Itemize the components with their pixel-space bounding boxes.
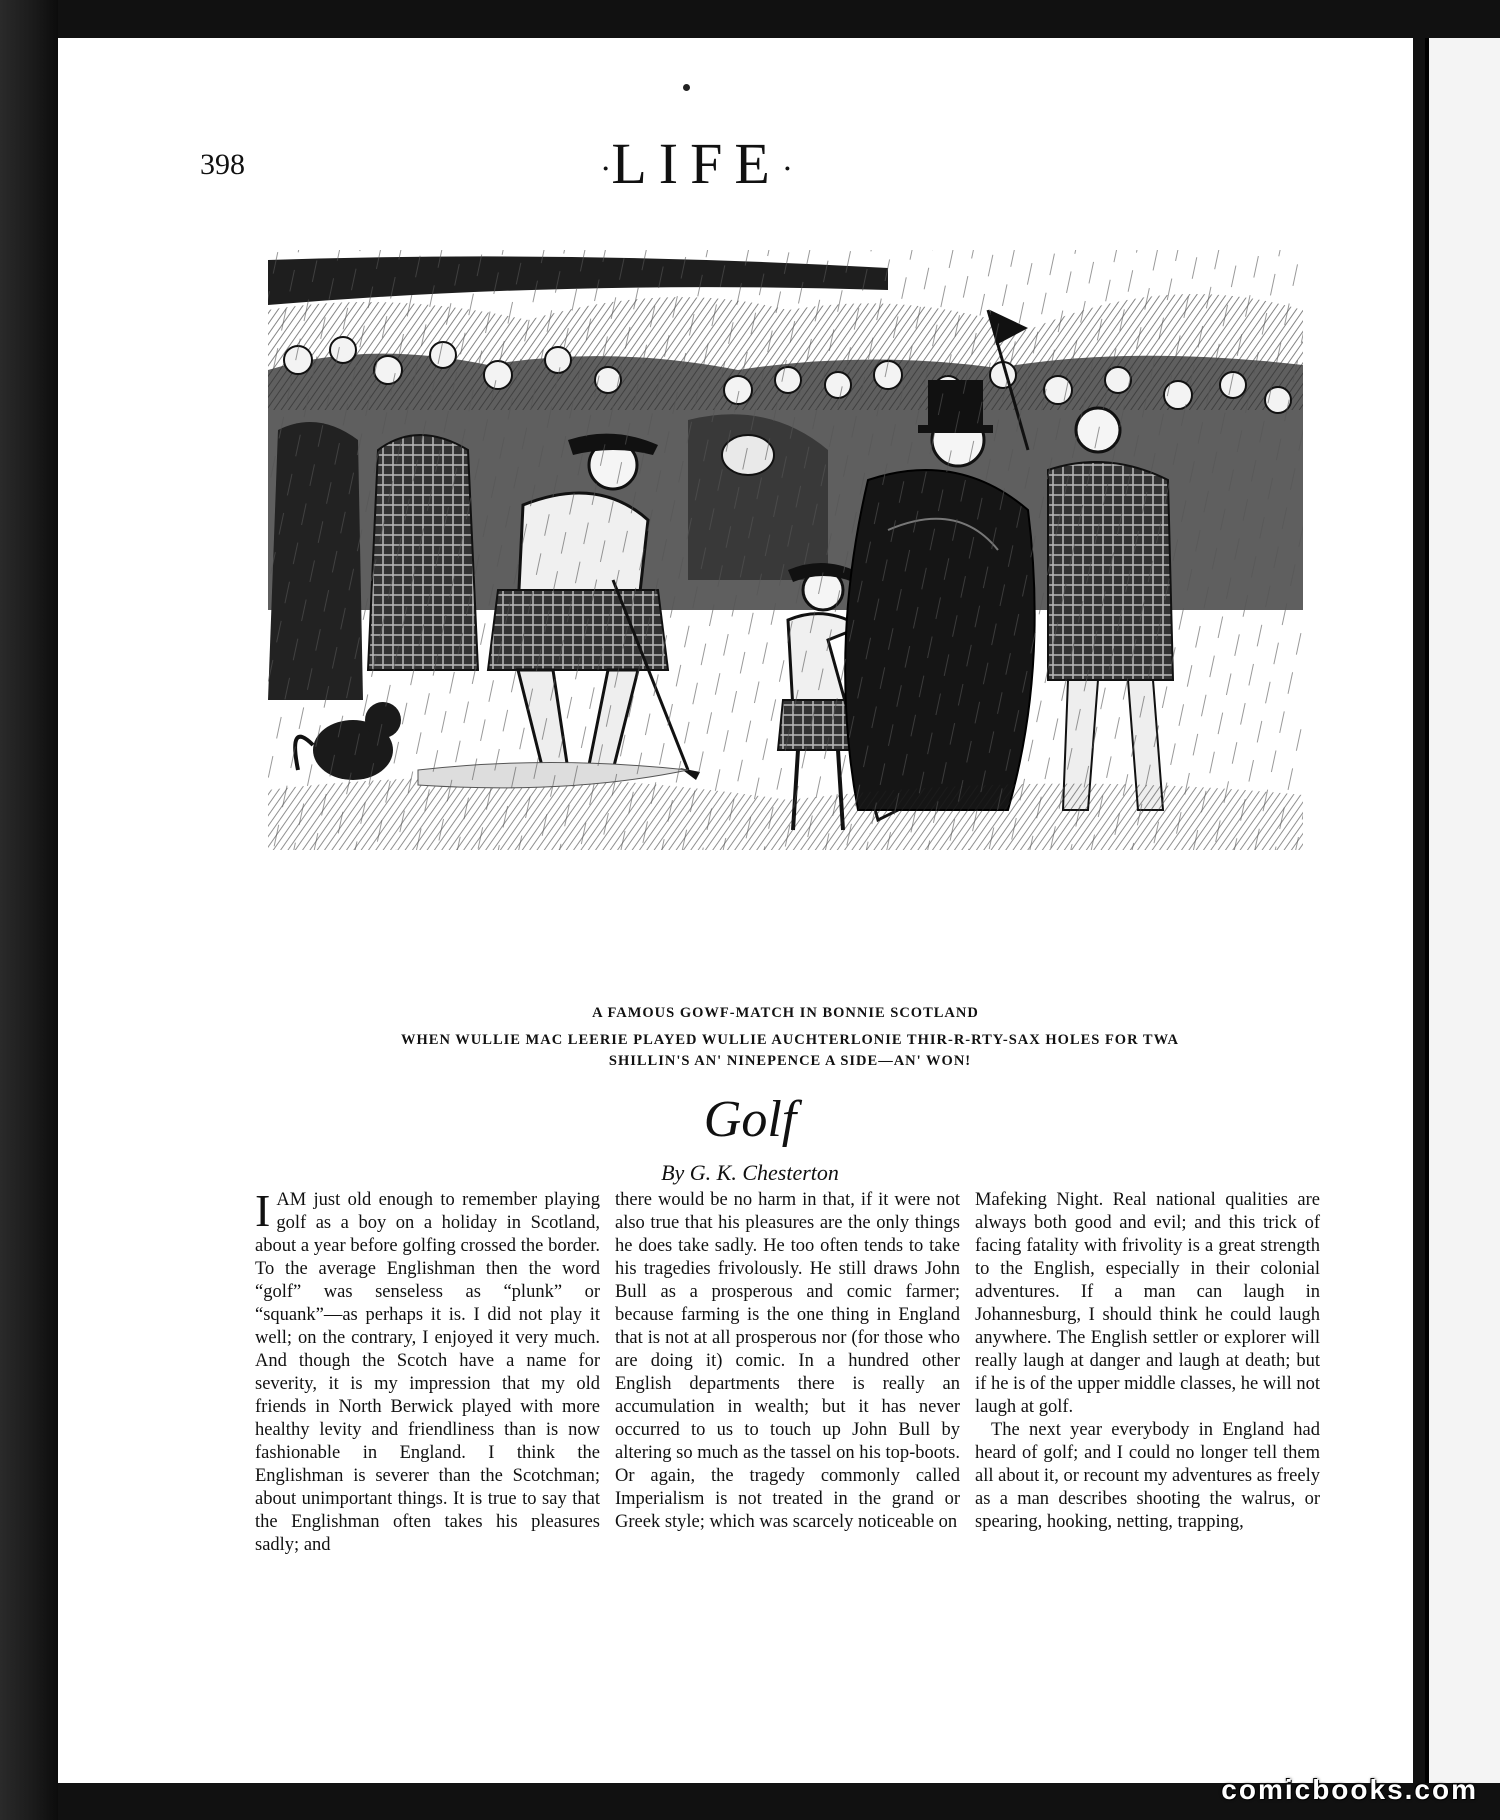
article-title: Golf <box>703 1091 797 1148</box>
masthead-title: LIFE <box>611 131 782 196</box>
column-2-text: there would be no harm in that, if it were not also true that his pleasures are the only things he does take sadly. He too often tends to take his tragedies frivolously. He still draws John Bull as a prosperous and comic farmer; because farming is the one thing in England that is not at all prosperous nor (for those who are doing it) comic. In a hundred other English departments there is really an accumulation in wealth; but it has never occurred to us to touch up John Bull by altering so much as the tassel on his top-boots. Or again, the tragedy commonly called Imperialism is not treated in the grand or Greek style; which was scarcely noticeable on <box>615 1190 960 1532</box>
drop-cap: I <box>255 1185 271 1236</box>
article-byline: By G. K. Chesterton <box>661 1160 839 1185</box>
illustration-caption-body: WHEN WULLIE MAC LEERIE PLAYED WULLIE AUCHTERLONIE THIR-R-RTY-SAX HOLES FOR TWA SHILLIN'S AN' NINEPENCE A SIDE—AN' WON! <box>401 1032 1179 1069</box>
paragraph <box>255 1185 600 1557</box>
page-number: 398 <box>200 148 245 181</box>
column-3-paragraph-1: Mafeking Night. Real national qualities are always both good and evil; and this trick of facing fatality with frivolity is a great strength to the English, especially in their colonial adventures. If a man can laugh in Johannesburg, I should think he could laugh anywhere. The English settler or explorer will really laugh at danger and laugh at death; but if he is of the upper middle classes, he will not laugh at golf. <box>975 1190 1320 1417</box>
masthead-dot-left: · <box>600 150 612 188</box>
masthead <box>600 130 990 197</box>
article-column-3 <box>975 1189 1320 1534</box>
masthead-dot-right: · <box>781 150 794 188</box>
ink-dot <box>683 84 690 91</box>
scan-border <box>0 0 58 1820</box>
column-3-paragraph-2: The next year everybody in England had heard of golf; and I could no longer tell them all about it, or recount my adventures as freely as a man describes shooting the walrus, or spearing, hooking, netting, trapping, <box>975 1420 1320 1532</box>
golf-match-illustration <box>268 250 1303 980</box>
pen-ink-drawing <box>268 250 1303 980</box>
article-column-2 <box>615 1189 960 1534</box>
article-column-1 <box>255 1185 600 1557</box>
facing-page-edge <box>1425 38 1500 1783</box>
illustration-caption-title: A FAMOUS GOWF-MATCH IN BONNIE SCOTLAND <box>592 1005 979 1021</box>
article-columns <box>255 1185 1320 1609</box>
source-watermark: comicbooks.com <box>1221 1774 1478 1805</box>
column-1-text: AM just old enough to remember playing golf as a boy on a holiday in Scotland, about a year before golfing crossed the border. To the average Englishman then the word “golf” was senseless as “plunk” or “squank”—as perhaps it is. I did not play it well; on the contrary, I enjoyed it very much. And though the Scotch have a name for severity, it is my impression that my old friends in North Berwick played with more healthy levity and friendliness than is now fashionable in England. I think the Englishman is severer than the Scotchman; about unimportant things. It is true to say that the Englishman often takes his pleasures sadly; and <box>255 1190 600 1555</box>
